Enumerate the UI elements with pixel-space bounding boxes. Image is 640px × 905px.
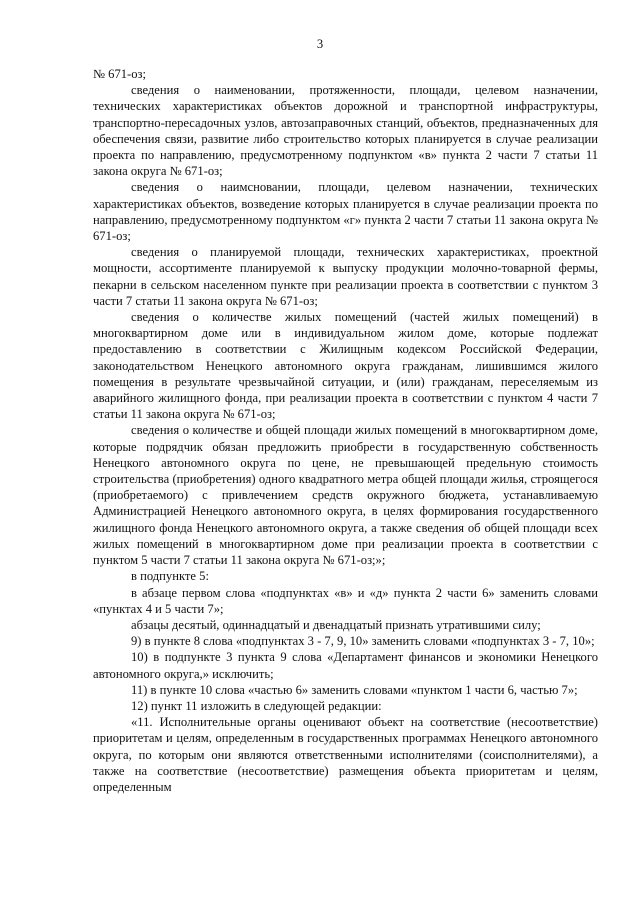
paragraph-item-10: 10) в подпункте 3 пункта 9 слова «Департамент финансов и экономики Ненецкого автономного округа,» исключить;: [93, 650, 598, 681]
paragraph-new-point-11: «11. Исполнительные органы оценивают объект на соответствие (несоответствие) приоритетам и целям, определенным в государственных программах Ненецкого автономного округа, по которым они являются ответственными исполнителями (соисполнителями), а также на соответствие (несоответствие) размещения объекта приоритетам и целям, определенным: [93, 715, 598, 794]
paragraph-item-11: 11) в пункте 10 слова «частью 6» заменить словами «пунктом 1 части 6, частью 7»;: [131, 682, 578, 697]
paragraph-first-indent: в абзаце первом слова «подпунктах «в» и «д» пункта 2 части 6» заменить словами «пунктах 4 и 5 части 7»;: [93, 585, 598, 616]
paragraph-housing-area: сведения о количестве и общей площади жилых помещений в многоквартирном доме, которые подрядчик обязан предложить приобрести в государственную собственность Ненецкого автономного округа по цене, не превышающей предельную стоимость строительства (приобретения) одного квадратного метра общей площади жилья, строящегося (приобретаемого) с привлечением средств окружного бюджета, устанавливаемую Администрацией Ненецкого автономного округа, в целях формирования государственного жилищного фонда Ненецкого автономного округа, а также сведения об общей площади всех жилых помещений в многоквартирном доме при реализации проекта в соответствии с пунктом 5 части 7 статьи 11 закона округа № 671-оз;»;: [93, 423, 598, 568]
paragraph-road-infrastructure: сведения о наименовании, протяженности, площади, целевом назначении, технических характеристиках объектов дорожной и транспортной инфраструктуры, транспортно-пересадочных узлов, автозаправочных станций, объектов, предназначенных для обеспечения связи, развитие либо строительство которых планируется в случае реализации проекта по направлению, предусмотренному подпунктом «в» пункта 2 части 7 статьи 11 закона округа № 671-оз;: [93, 83, 598, 179]
paragraph-void-indents: абзацы десятый, одиннадцатый и двенадцатый признать утратившими силу;: [131, 617, 541, 632]
paragraph-farm-info: сведения о планируемой площади, технических характеристиках, проектной мощности, ассортименте планируемой к выпуску продукции молочно-товарной фермы, пекарни в сельском населенном пункте при реализации проекта в соответствии с пунктом 3 части 7 статьи 11 закона округа № 671-оз;: [93, 245, 598, 308]
paragraph-objects-info: сведения о наимсновании, площади, целевом назначении, технических характеристиках объектов, возведение которых планируется в случае реализации проекта по направлению, предусмотренному подпунктом «г» пункта 2 части 7 статьи 11 закона округа № 671-оз;: [93, 180, 598, 244]
page-number: 3: [316, 37, 324, 51]
paragraph-housing-count: сведения о количестве жилых помещений (частей жилых помещений) в многоквартирном доме или в индивидуальном жилом доме, которые подлежат предоставлению в соответствии с Жилищным кодексом Российской Федерации, законодательством Ненецкого автономного округа гражданам, лишившимся жилого помещения в результате чрезвычайной ситуации, и (или) гражданам, переселяемым из аварийного жилищного фонда, при реализации проекта в соответствии с пунктом 4 части 7 статьи 11 закона округа № 671-оз;: [93, 310, 598, 422]
paragraph-subpoint-5: в подпункте 5:: [131, 569, 209, 584]
document-body: [93, 66, 598, 795]
paragraph-item-12: 12) пункт 11 изложить в следующей редакции:: [131, 698, 382, 713]
paragraph-item-9: 9) в пункте 8 слова «подпунктах 3 - 7, 9, 10» заменить словами «подпунктах 3 - 7, 10»;: [131, 634, 595, 649]
paragraph-continuation: № 671-оз;: [93, 67, 147, 81]
